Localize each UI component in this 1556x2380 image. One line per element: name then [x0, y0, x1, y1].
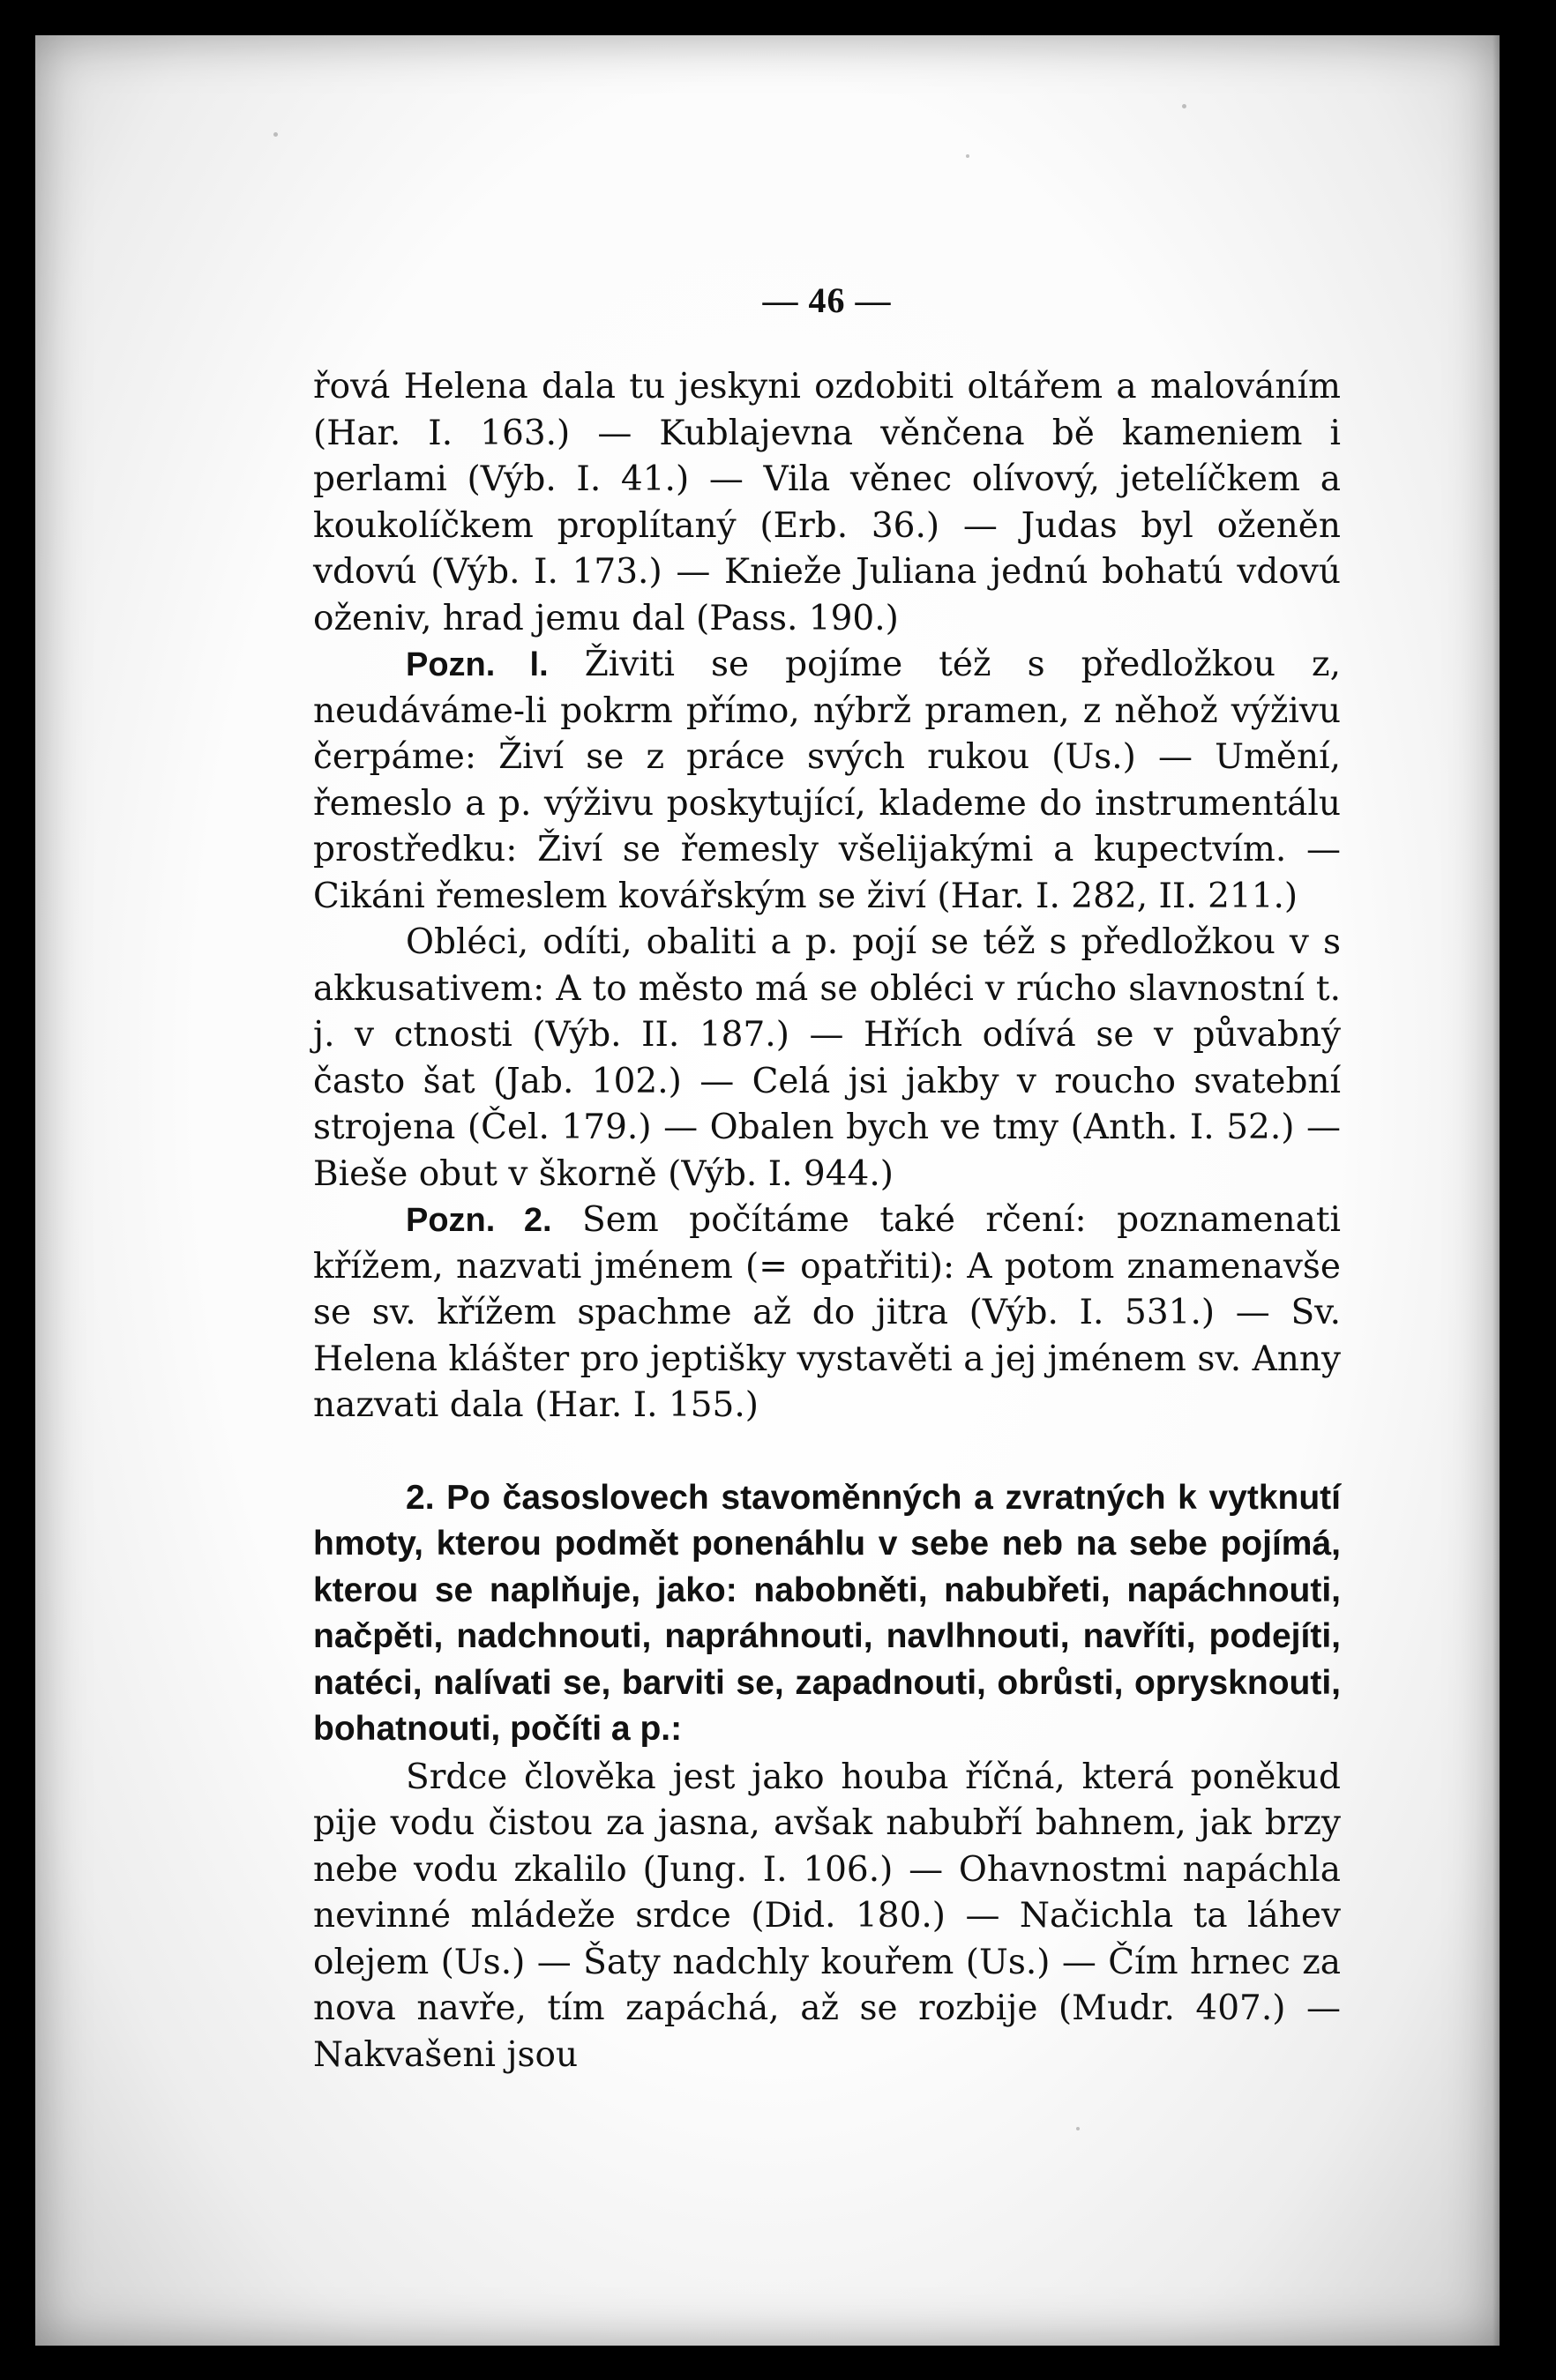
- note-2-label: Pozn. 2.: [406, 1202, 552, 1239]
- note-1-continuation: Obléci, odíti, obaliti a p. pojí se též s předložkou v s akkusativem: A to město má se obléci v rúcho slavnostní t. j. v ctnosti (Výb. II. 187.) — Hřích odívá se v půvabný často šat (Jab. 102.) — Celá jsi jakby v roucho svatební strojena (Čel. 179.) — Obalen bych ve tmy (Anth. I. 52.) — Bieše obut v škorně (Výb. I. 944.): [313, 922, 1341, 1194]
- section-2-heading: 2. Po časoslovech stavoměnných a zvratných k vytknutí hmoty, kterou podmět ponenáhlu v sebe neb na sebe pojímá, kterou se naplňuje, jako: nabobněti, nabubřeti, napáchnouti, načpěti, nadchnouti, napráhnouti, navlhnouti, navříti, podejíti, natéci, nalívati se, barviti se, zapadnouti, obrůsti, oprysknouti, bohatnouti, počíti a p.:: [313, 1478, 1341, 1748]
- dust-speck: [1182, 104, 1186, 108]
- page-text-block: [313, 278, 1341, 2078]
- dust-speck: [273, 132, 278, 137]
- note-2-paragraph: [313, 1197, 1341, 1429]
- note-1-label: Pozn. l.: [406, 646, 549, 683]
- section-2-examples: Srdce člověka jest jako houba říčná, která poněkud pije vodu čistou za jasna, avšak nabubří bahnem, jak brzy nebe vodu zkalilo (Jung. I. 106.) — Ohavnostmi napáchla nevinné mládeže srdce (Did. 180.) — Načichla ta láhev olejem (Us.) — Šaty nadchly kouřem (Us.) — Čím hrnec za nova navře, tím zapáchá, až se rozbije (Mudr. 407.) — Nakvašeni jsou: [313, 1757, 1341, 2075]
- note-1-text: Živiti se pojíme též s předložkou z, neudáváme-li pokrm přímo, nýbrž pramen, z něhož výživu čerpáme: Živí se z práce svých rukou (Us.) — Umění, řemeslo a p. výživu poskytující, klademe do instrumentálu prostředku: Živí se řemesly všelijakými a kupectvím. — Cikáni řemeslem kovářským se živí (Har. I. 282, II. 211.): [313, 645, 1341, 916]
- note-2-text: Sem počítáme také rčení: poznamenati křížem, nazvati jménem (= opatřiti): A potom znamenavše se sv. křížem spachme až do jitra (Výb. I. 531.) — Sv. Helena klášter pro jeptišky vystavěti a jej jménem sv. Anny nazvati dala (Har. I. 155.): [313, 1200, 1342, 1425]
- page-number: — 46 —: [762, 280, 892, 320]
- dust-speck: [966, 154, 969, 158]
- dust-speck: [1076, 2127, 1080, 2130]
- continuation-paragraph: řová Helena dala tu jeskyni ozdobiti oltářem a malováním (Har. I. 163.) — Kublajevna věnčena bě kameniem i perlami (Výb. I. 41.) — Vila věnec olívový, jetelíčkem a koukolíčkem proplítaný (Erb. 36.) — Judas byl oženěn vdovú (Výb. I. 173.) — Knieže Juliana jednú bohatú vdovú oženiv, hrad jemu dal (Pass. 190.): [313, 367, 1341, 638]
- note-1-paragraph: [313, 642, 1341, 920]
- page-edge-shadow: [1492, 35, 1514, 2346]
